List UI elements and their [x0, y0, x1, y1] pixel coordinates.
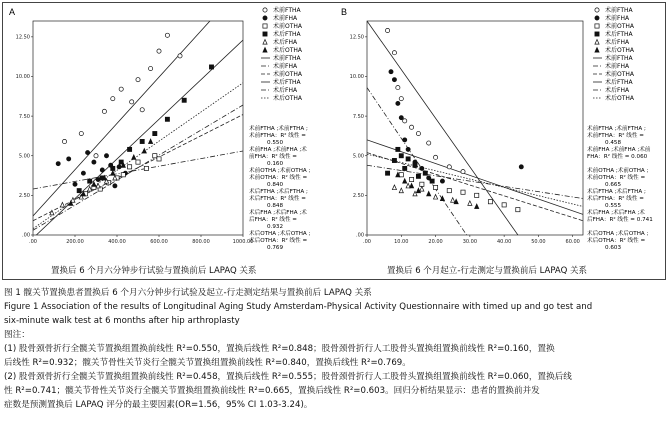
- legend-label: 术前FHA: [273, 63, 298, 70]
- legend-marker: [595, 32, 599, 36]
- data-point: [409, 125, 413, 129]
- r-squared-label: 术前FTHA：R² 线性 =: [587, 133, 644, 139]
- panel-b-xlabel: 置换后 6 个月起立-行走测定与置换前后 LAPAQ 关系: [387, 266, 587, 276]
- data-point: [178, 54, 182, 58]
- data-point: [136, 78, 140, 82]
- r-squared-annotations: [587, 124, 653, 251]
- data-point: [396, 147, 400, 151]
- caption-note-1a: (1) 股骨颈骨折行全髋关节置换组置换前线性 R²=0.550，置换后线性 R²=0.848；股骨颈骨折行人工股骨头置换组置换前线性 R²=0.160，置换: [4, 344, 555, 354]
- r-squared-label: 0.769: [267, 245, 284, 251]
- y-tick-label: 12.50: [15, 34, 30, 41]
- panel-letter: A: [9, 7, 16, 17]
- data-point: [77, 189, 81, 193]
- data-point: [136, 160, 140, 164]
- r-squared-label: 前FHA：R² 线性 =: [249, 154, 297, 160]
- caption-note-1b: 后线性 R²=0.932；髋关节骨性关节炎行全髋关节置换组置换前线性 R²=0.840，置换后线性 R²=0.769。: [4, 358, 411, 368]
- r-squared-label: 术后FTHA：R² 线性 =: [587, 196, 644, 202]
- legend-label: 术后OTHA: [273, 95, 303, 102]
- data-point: [88, 179, 92, 183]
- data-point: [392, 51, 396, 55]
- legend-label: 术后FTHA: [605, 79, 633, 86]
- data-point: [430, 179, 434, 183]
- data-point: [409, 177, 413, 181]
- x-tick-label: .00: [29, 239, 37, 245]
- r-squared-label: 后FHA：R² 线性 = 0.741: [587, 217, 653, 223]
- r-squared-label: 0.932: [267, 224, 284, 230]
- data-point: [433, 185, 437, 189]
- r-squared-label: 0.458: [605, 140, 622, 146]
- y-tick-label: .00: [22, 232, 30, 239]
- x-tick-label: 400.00: [108, 239, 126, 245]
- legend-marker: [595, 48, 599, 53]
- y-tick-label: 7.50: [352, 113, 364, 120]
- data-point: [209, 65, 213, 69]
- data-point: [165, 117, 169, 121]
- panel-a-svg: [3, 3, 335, 279]
- r-squared-label: 0.555: [605, 203, 622, 209]
- panel-letter: B: [341, 7, 348, 17]
- data-point: [406, 147, 410, 151]
- caption-title-cn: 图 1 髋关节置换患者置换后 6 个月六分钟步行试验及起立-行走测定结果与置换前后 LAPAQ 关系: [4, 288, 372, 298]
- data-point: [128, 165, 132, 169]
- data-point: [113, 184, 117, 188]
- data-point: [153, 131, 157, 135]
- legend-label: 术后FHA: [273, 39, 298, 46]
- plot-area: [33, 21, 243, 235]
- panel-a-xlabel: 置换后 6 个月六分钟步行试验与置换前后 LAPAQ 关系: [51, 266, 257, 276]
- data-point: [396, 85, 400, 89]
- caption-title-en-1: Figure 1 Association of the results of Longitudinal Aging Study Amsterdam-Physical Activity Questionnaire with timed up and go test and: [4, 302, 593, 312]
- y-tick-label: 5.00: [352, 153, 364, 160]
- data-point: [94, 154, 98, 158]
- data-point: [392, 78, 396, 82]
- data-point: [461, 190, 465, 194]
- r-squared-label: 0.665: [605, 182, 622, 188]
- legend-label: 术前OTHA: [273, 71, 303, 78]
- data-point: [62, 139, 66, 143]
- caption-note-label: 图注：: [4, 330, 30, 340]
- legend-label: 术前OTHA: [605, 71, 635, 78]
- legend-label: 术前FHA: [273, 15, 298, 22]
- legend-label: 术前OTHA: [273, 23, 303, 30]
- panel-b: [335, 3, 665, 279]
- y-tick-label: 7.50: [18, 113, 30, 120]
- x-tick-label: 10.00: [394, 239, 409, 245]
- data-point: [100, 168, 104, 172]
- legend-label: 术后FHA: [273, 87, 298, 94]
- data-point: [165, 33, 169, 37]
- r-squared-label: 0.848: [267, 203, 284, 209]
- caption-note-2b: 性 R²=0.741；髋关节骨性关节炎行全髋关节置换组置换前线性 R²=0.665，置换后线性 R²=0.603。回归分析结果显示：患者的置换前并发: [4, 386, 540, 396]
- data-point: [403, 138, 407, 142]
- caption-title-en-2: six-minute walk test at 6 months after hip arthroplasty: [4, 316, 240, 326]
- legend-marker: [263, 24, 267, 28]
- data-point: [111, 97, 115, 101]
- figure-caption: [4, 286, 666, 412]
- data-point: [461, 169, 465, 173]
- legend-marker: [595, 16, 599, 20]
- data-point: [385, 28, 389, 32]
- r-squared-label: 术后OTHA ;术后OTHA ;: [249, 231, 311, 237]
- data-point: [519, 165, 523, 169]
- x-tick-label: 20.00: [428, 239, 443, 245]
- legend-label: 术前FTHA: [605, 7, 633, 14]
- data-point: [73, 182, 77, 186]
- r-squared-annotations: [249, 124, 311, 251]
- data-point: [153, 154, 157, 158]
- r-squared-label: 后FHA：R² 线性 =: [249, 217, 297, 223]
- legend-label: 术前FTHA: [273, 55, 301, 62]
- data-point: [128, 147, 132, 151]
- legend-marker: [263, 8, 267, 12]
- r-squared-label: 术前OTHA：R² 线性 =: [249, 175, 308, 181]
- data-point: [399, 116, 403, 120]
- legend-marker: [263, 40, 267, 45]
- data-point: [516, 208, 520, 212]
- r-squared-label: 术前OTHA ;术前OTHA ;: [249, 168, 311, 174]
- legend-label: 术后FTHA: [273, 31, 301, 38]
- r-squared-label: 术后OTHA：R² 线性 =: [587, 238, 646, 244]
- legend-label: 术前FTHA: [605, 55, 633, 62]
- x-tick-label: 600.00: [150, 239, 168, 245]
- data-point: [79, 131, 83, 135]
- y-tick-label: 2.50: [352, 193, 364, 200]
- legend-label: 术前FHA: [605, 15, 630, 22]
- data-point: [67, 157, 71, 161]
- y-tick-label: 10.00: [349, 74, 364, 81]
- caption-note-2a: (2) 股骨颈骨折行全髋关节置换组置换前线性 R²=0.458，置换后线性 R²=0.555；股骨颈骨折行人工股骨头置换组置换前线性 R²=0.060，置换后线: [4, 372, 572, 382]
- r-squared-label: 术前OTHA：R² 线性 =: [587, 175, 646, 181]
- figure-frame: [2, 2, 666, 280]
- data-point: [416, 174, 420, 178]
- r-squared-label: 术后FTHA：R² 线性 =: [249, 196, 306, 202]
- data-point: [92, 160, 96, 164]
- data-point: [403, 166, 407, 170]
- data-point: [157, 157, 161, 161]
- r-squared-label: 术前FHA ;术前FHA ;术: [249, 147, 307, 153]
- data-point: [440, 179, 444, 183]
- data-point: [140, 139, 144, 143]
- data-point: [416, 131, 420, 135]
- data-point: [96, 177, 100, 181]
- legend-marker: [595, 24, 599, 28]
- data-point: [144, 166, 148, 170]
- r-squared-label: 术前FTHA ;术前FTHA ;: [587, 126, 646, 132]
- data-point: [396, 101, 400, 105]
- legend-marker: [263, 16, 267, 20]
- data-point: [157, 49, 161, 53]
- panel-a: [3, 3, 335, 279]
- x-tick-label: 200.00: [66, 239, 84, 245]
- r-squared-label: 0.603: [605, 245, 622, 251]
- legend-label: 术后OTHA: [605, 47, 635, 54]
- legend-label: 术前OTHA: [605, 23, 635, 30]
- data-point: [117, 165, 121, 169]
- data-point: [502, 203, 506, 207]
- data-point: [488, 200, 492, 204]
- data-point: [392, 158, 396, 162]
- x-tick-label: 1000.00: [232, 239, 254, 245]
- data-point: [433, 155, 437, 159]
- data-point: [403, 119, 407, 123]
- legend-marker: [263, 32, 267, 36]
- legend-label: 术前FTHA: [273, 7, 301, 14]
- r-squared-label: 术前OTHA ;术前OTHA ;: [587, 168, 649, 174]
- r-squared-label: 术后FTHA ;术后FTHA ;: [249, 189, 308, 195]
- data-point: [149, 66, 153, 70]
- data-point: [413, 163, 417, 167]
- legend: [261, 6, 303, 102]
- data-point: [423, 171, 427, 175]
- data-point: [399, 97, 403, 101]
- legend-label: 术后FHA: [605, 39, 630, 46]
- legend-label: 术后FTHA: [605, 31, 633, 38]
- data-point: [385, 171, 389, 175]
- x-tick-label: 800.00: [192, 239, 210, 245]
- data-point: [86, 150, 90, 154]
- data-point: [81, 171, 85, 175]
- data-point: [102, 109, 106, 113]
- data-point: [420, 166, 424, 170]
- data-point: [104, 154, 108, 158]
- legend-label: 术后FHA: [605, 87, 630, 94]
- y-tick-label: 10.00: [15, 74, 30, 81]
- legend-label: 术后OTHA: [605, 95, 635, 102]
- legend-marker: [595, 40, 599, 45]
- r-squared-label: 术前FTHA ;术前FTHA ;: [249, 126, 308, 132]
- r-squared-label: 术前FHA ;术前FHA ;术前: [587, 147, 651, 153]
- x-tick-label: 60.00: [565, 239, 580, 245]
- data-point: [140, 108, 144, 112]
- data-point: [399, 154, 403, 158]
- y-tick-label: 5.00: [18, 153, 30, 160]
- x-tick-label: 30.00: [462, 239, 478, 245]
- x-tick-label: 40.00: [496, 239, 512, 245]
- r-squared-label: 术后OTHA：R² 线性 =: [249, 238, 308, 244]
- data-point: [406, 157, 410, 161]
- r-squared-label: 术前FTHA：R² 线性 =: [249, 133, 306, 139]
- r-squared-label: 术后FHA ;术后FHA ;术: [587, 210, 645, 216]
- panel-b-svg: [335, 3, 665, 279]
- legend: [593, 6, 635, 102]
- y-tick-label: .00: [356, 232, 364, 239]
- legend-label: 术后FTHA: [273, 79, 301, 86]
- y-tick-label: 2.50: [18, 193, 30, 200]
- data-point: [182, 98, 186, 102]
- x-tick-label: 50.00: [531, 239, 546, 245]
- data-point: [475, 193, 479, 197]
- legend-marker: [595, 8, 599, 12]
- r-squared-label: 0.550: [267, 140, 284, 146]
- x-tick-label: .00: [363, 239, 371, 245]
- data-point: [447, 189, 451, 193]
- caption-note-2c: 症数是预测置换后 LAPAQ 评分的最主要因素(OR=1.56，95% CI 1.03-3.24)。: [4, 400, 313, 410]
- r-squared-label: 术后FHA ;术后FHA ;术: [249, 210, 307, 216]
- data-point: [119, 87, 123, 91]
- r-squared-label: 0.160: [267, 161, 284, 167]
- r-squared-label: FHA：R² 线性 = 0.060: [587, 154, 648, 160]
- legend-label: 术前FHA: [605, 63, 630, 70]
- legend-marker: [263, 48, 267, 53]
- r-squared-label: 术后OTHA ;术后OTHA ;: [587, 231, 649, 237]
- data-point: [56, 162, 60, 166]
- data-point: [447, 165, 451, 169]
- legend-label: 术后OTHA: [273, 47, 303, 54]
- r-squared-label: 术后FTHA ;术后FTHA ;: [587, 189, 646, 195]
- data-point: [389, 70, 393, 74]
- r-squared-label: 0.840: [267, 182, 284, 188]
- y-tick-label: 12.50: [349, 34, 364, 41]
- data-point: [427, 141, 431, 145]
- data-point: [121, 173, 125, 177]
- data-point: [130, 100, 134, 104]
